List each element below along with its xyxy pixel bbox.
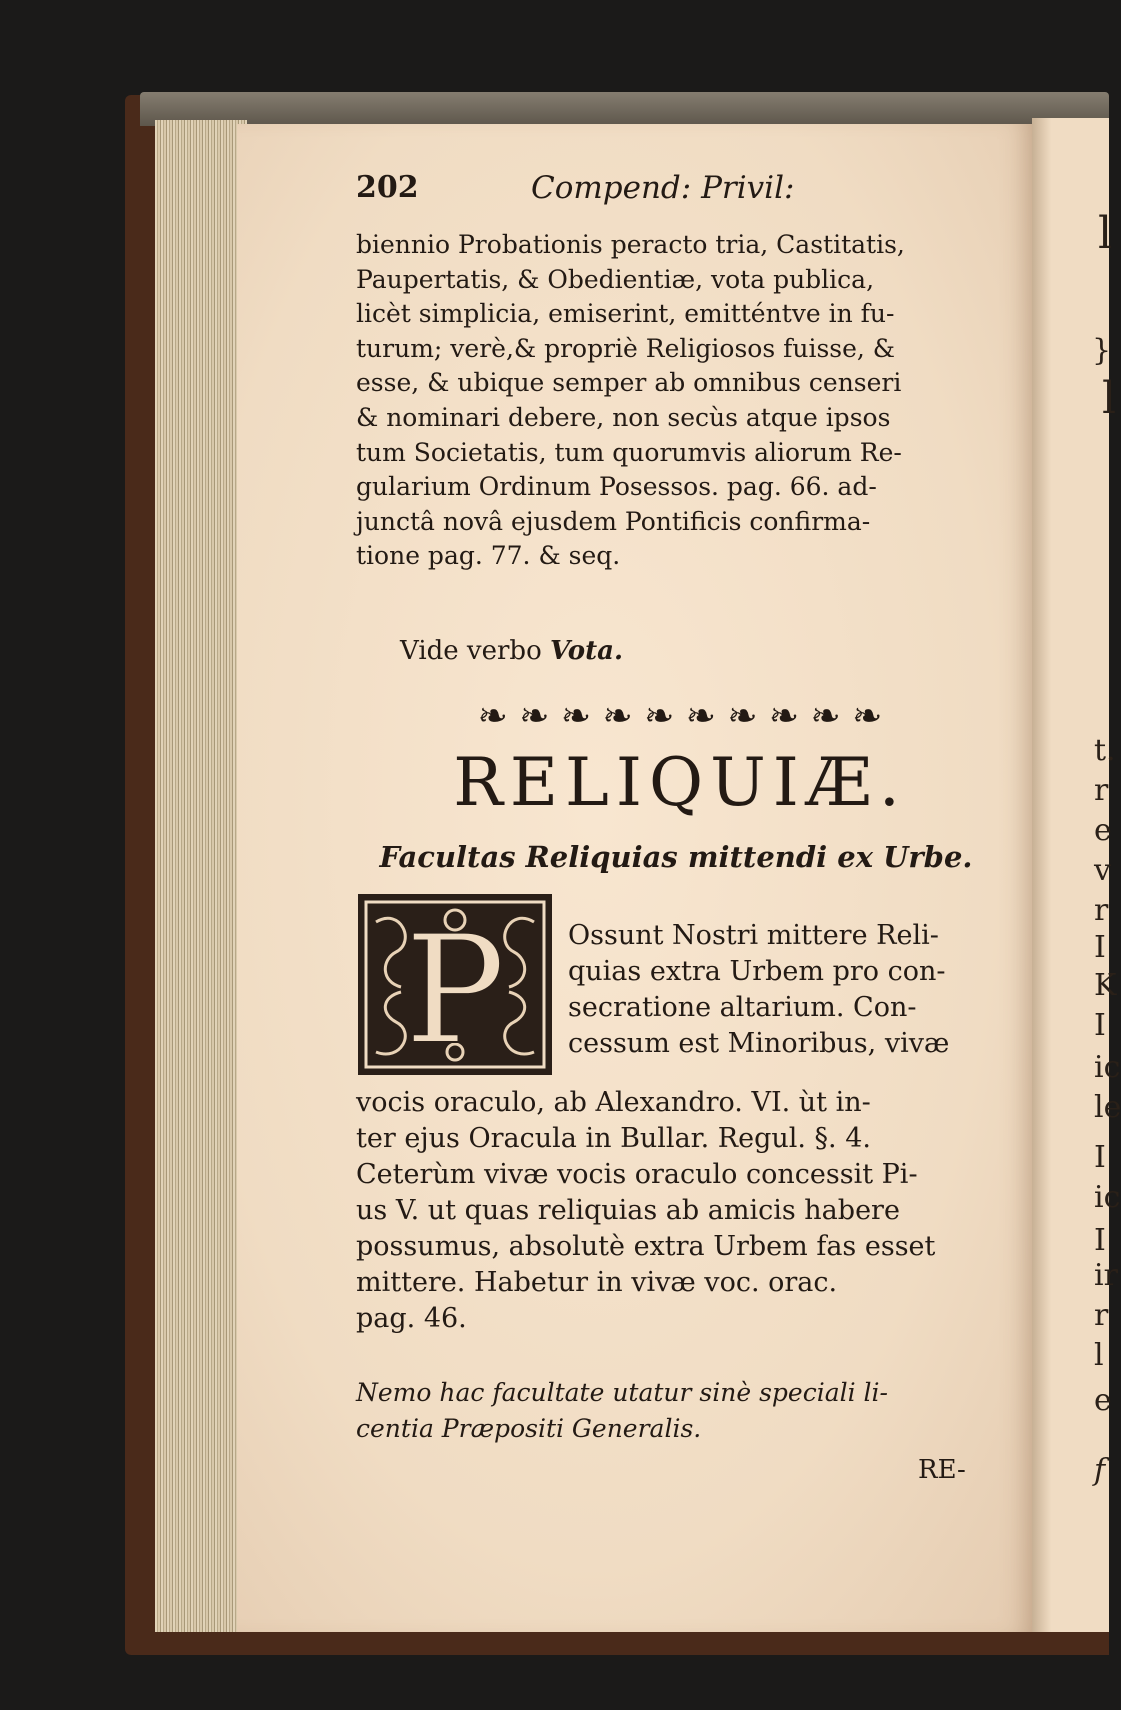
- catchword: RE-: [918, 1455, 966, 1485]
- section-title: RELIQUIÆ.: [453, 744, 907, 821]
- facing-fragment: r: [1094, 893, 1109, 928]
- text-line: & nominari debere, non secùs atque ipsos: [356, 402, 891, 432]
- facing-fragment: e: [1094, 813, 1112, 848]
- facing-fragment: ir: [1094, 1258, 1118, 1293]
- right-page-edge: [1032, 118, 1121, 1632]
- text-line: esse, & ubique semper ab omnibus censeri: [356, 368, 902, 398]
- body-text-narrow: [568, 918, 996, 1062]
- facing-fragment: I: [1094, 1223, 1106, 1258]
- page-header: [356, 170, 996, 215]
- facing-fragment: l: [1098, 208, 1113, 259]
- facing-fragment: }: [1092, 333, 1112, 368]
- text-line: biennio Probationis peracto tria, Castitatis,: [356, 230, 905, 259]
- text-line: vocis oraculo, ab Alexandro. VI. ùt in-: [356, 1087, 871, 1118]
- text-line: junctâ novâ ejusdem Pontificis confirma-: [356, 506, 871, 536]
- see-also-prefix: Vide verbo: [400, 636, 542, 666]
- page-number: 202: [356, 170, 419, 205]
- text-line: pag. 46.: [356, 1303, 467, 1334]
- text-line: turum; verè,& propriè Religiosos fuisse, &: [356, 333, 896, 363]
- section-subtitle: Facultas Reliquias mittendi ex Urbe.: [379, 840, 973, 874]
- facing-fragment: I: [1094, 930, 1106, 965]
- facing-fragment: l: [1102, 373, 1117, 424]
- text-line: tum Societatis, tum quorumvis aliorum Re-: [356, 437, 902, 467]
- text-line: quias extra Urbem pro con-: [568, 956, 946, 987]
- initial-letter: P: [404, 904, 506, 1078]
- text-line: centia Præpositi Generalis.: [356, 1414, 702, 1443]
- facing-fragment: le: [1094, 1090, 1121, 1125]
- text-line: possumus, absolutè extra Urbem fas esset: [356, 1231, 936, 1262]
- facing-fragment: ic: [1094, 1180, 1121, 1215]
- facing-fragment: t.: [1094, 733, 1116, 768]
- facing-fragment: ic: [1094, 1050, 1121, 1085]
- text-line: Ossunt Nostri mittere Reli-: [568, 920, 939, 951]
- facing-fragment: K: [1094, 968, 1117, 1003]
- ornament-text: ❧ ❧ ❧ ❧ ❧ ❧ ❧ ❧ ❧ ❧: [477, 696, 883, 737]
- facing-fragment: I: [1094, 1140, 1106, 1175]
- page-edges: [155, 120, 247, 1632]
- text-line: gularium Ordinum Posessos. pag. 66. ad-: [356, 472, 877, 502]
- text-line: cessum est Minoribus, vivæ: [568, 1028, 950, 1059]
- text-line: licèt simplicia, emiserint, emitténtve in fu-: [356, 299, 895, 329]
- facing-fragment: r: [1094, 1298, 1109, 1333]
- see-also-term: Vota.: [550, 636, 624, 666]
- text-line: tione pag. 77. & seq.: [356, 541, 621, 571]
- facing-fragment: I: [1094, 1008, 1106, 1043]
- text-line: us V. ut quas reliquias ab amicis habere: [356, 1195, 900, 1226]
- body-text-wide: [356, 1085, 996, 1337]
- opening-paragraph: [356, 228, 996, 574]
- facing-fragment: r: [1094, 773, 1109, 808]
- facing-fragment: e: [1094, 1383, 1112, 1418]
- text-line: mittere. Habetur in vivæ voc. orac.: [356, 1267, 838, 1298]
- text-line: Nemo hac facultate utatur sinè speciali li-: [356, 1378, 888, 1407]
- italic-note: [356, 1375, 996, 1447]
- text-line: secratione altarium. Con-: [568, 992, 917, 1023]
- text-line: ter ejus Oracula in Bullar. Regul. §. 4.: [356, 1123, 871, 1154]
- text-line: Paupertatis, & Obedientiæ, vota publica,: [356, 264, 875, 294]
- facing-fragment: l: [1094, 1338, 1104, 1373]
- running-head: Compend: Privil:: [531, 170, 795, 206]
- facing-fragment: f: [1094, 1453, 1106, 1488]
- book-top-edge: [140, 92, 1109, 126]
- facing-fragment: v: [1094, 853, 1111, 888]
- text-line: Ceterùm vivæ vocis oraculo concessit Pi-: [356, 1159, 918, 1190]
- see-also: [400, 636, 623, 666]
- ornament-band: [360, 692, 1000, 740]
- decorated-initial: [356, 892, 554, 1077]
